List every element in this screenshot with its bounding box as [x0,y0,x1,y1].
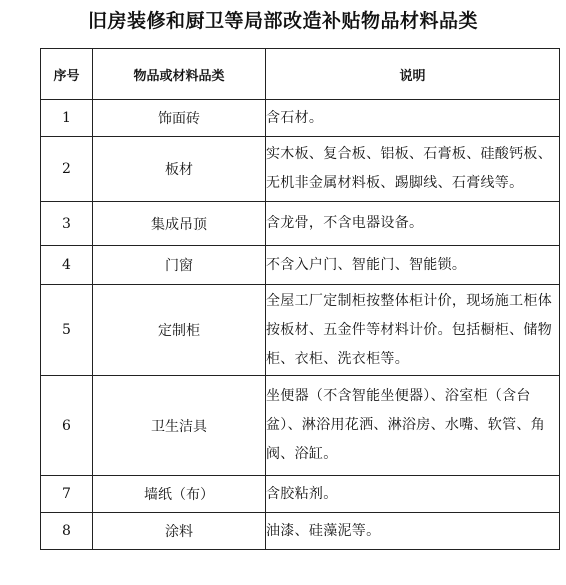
table-row [41,513,560,550]
row-category: 饰面砖 [93,100,266,137]
row-category: 板材 [93,137,266,202]
table-row [41,202,560,246]
row-description: 不含入户门、智能门、智能锁。 [266,246,560,285]
document-title: 旧房装修和厨卫等局部改造补贴物品材料品类 [87,10,478,32]
row-category: 卫生洁具 [93,376,266,476]
row-description: 油漆、硅藻泥等。 [266,513,560,550]
row-description: 坐便器（不含智能坐便器）、浴室柜（含台盆）、淋浴用花洒、淋浴房、水嘴、软管、角阀、浴缸。 [266,376,560,476]
table-row [41,246,560,285]
table-row [41,100,560,137]
subsidy-category-table [40,48,560,550]
row-description: 含胶粘剂。 [266,476,560,513]
table-header-row [41,49,560,100]
row-category: 集成吊顶 [93,202,266,246]
row-no: 3 [41,202,93,246]
row-no: 4 [41,246,93,285]
table-row [41,285,560,376]
table-row [41,376,560,476]
header-no: 序号 [41,49,93,100]
row-description: 全屋工厂定制柜按整体柜计价，现场施工柜体按板材、五金件等材料计价。包括橱柜、储物柜、衣柜、洗衣柜等。 [266,285,560,376]
row-category: 墙纸（布） [93,476,266,513]
row-no: 2 [41,137,93,202]
row-no: 5 [41,285,93,376]
row-description: 含石材。 [266,100,560,137]
row-category: 门窗 [93,246,266,285]
row-no: 8 [41,513,93,550]
table-row [41,476,560,513]
row-category: 涂料 [93,513,266,550]
header-description: 说明 [266,49,560,100]
row-no: 1 [41,100,93,137]
row-category: 定制柜 [93,285,266,376]
row-description: 实木板、复合板、铝板、石膏板、硅酸钙板、无机非金属材料板、踢脚线、石膏线等。 [266,137,560,202]
row-no: 6 [41,376,93,476]
row-no: 7 [41,476,93,513]
row-description: 含龙骨，不含电器设备。 [266,202,560,246]
table-row [41,137,560,202]
header-category: 物品或材料品类 [93,49,266,100]
